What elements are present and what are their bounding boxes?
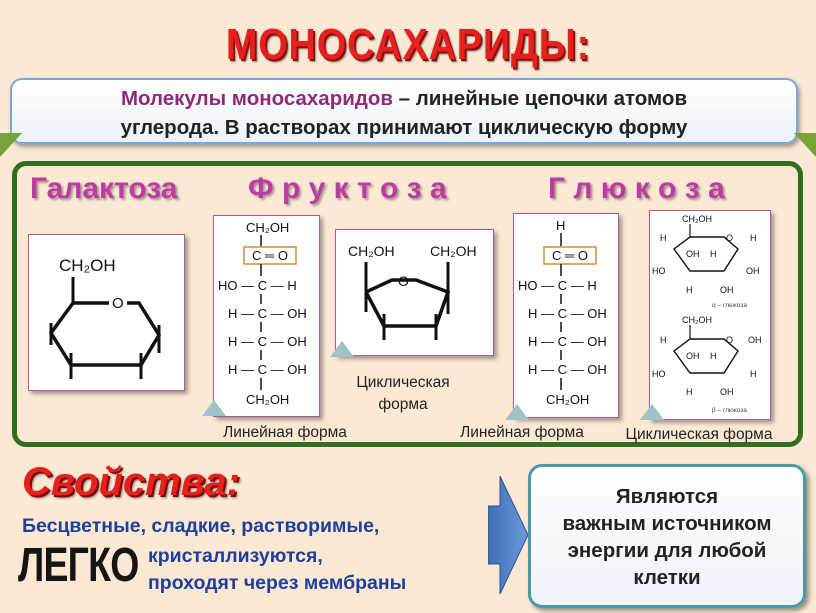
galactose-ring-diagram	[29, 235, 184, 390]
fructose-linear-marker	[202, 400, 226, 416]
alpha-caption: α – глюкоза	[712, 302, 747, 309]
alpha-oh3: OH	[720, 285, 734, 295]
properties-line2: кристаллизуются,	[148, 545, 323, 567]
left-corner-arrow	[0, 133, 22, 157]
beta-ho1: HO	[652, 369, 666, 379]
energy-box	[528, 464, 806, 608]
glucose-linear-caption: Линейная форма	[460, 424, 584, 441]
fructose-linear-caption: Линейная форма	[223, 424, 347, 441]
glucose-bottom-ch2oh: CH₂OH	[546, 392, 590, 407]
fructose-row3: HO — C — H	[218, 278, 297, 293]
alpha-oh1: OH	[686, 249, 700, 259]
glucose-row6: H — C — OH	[528, 362, 607, 377]
fructose-ring-ch2oh-left: CH₂OH	[348, 243, 395, 259]
fructose-ring-o: O	[398, 273, 409, 289]
galactose-cyclic-card	[28, 234, 185, 391]
glucose-heading: Г л ю к о з а	[548, 172, 725, 205]
fructose-top-ch2oh: CH₂OH	[246, 220, 290, 235]
fructose-carbonyl: C ═ O	[252, 248, 288, 263]
fructose-ring-ch2oh-right: CH₂OH	[430, 243, 477, 259]
fructose-row6: H — C — OH	[228, 362, 307, 377]
energy-line3: энергии для любой	[567, 539, 767, 562]
glucose-carbonyl: C ═ O	[552, 248, 588, 263]
galactose-heading: Галактоза	[30, 172, 178, 205]
beta-oh3: OH	[720, 387, 734, 397]
glucose-cyclic-marker	[640, 404, 664, 420]
beta-h2: H	[710, 351, 717, 361]
fructose-cyclic-card	[335, 229, 494, 356]
alpha-ch2oh: CH₂OH	[682, 214, 712, 224]
glucose-top-h: H	[556, 218, 566, 233]
beta-glucose-ring	[652, 315, 762, 414]
alpha-h1: H	[660, 233, 667, 243]
glucose-alpha-beta-diagram	[650, 211, 770, 419]
properties-heading: Свойства:	[22, 460, 240, 504]
definition-line2: углерода. В растворах принимают циклическую форму	[120, 116, 688, 139]
right-arrow-icon	[488, 476, 530, 594]
glucose-row5: H — C — OH	[528, 334, 607, 349]
glucose-linear-formula	[514, 214, 618, 417]
energy-line4: клетки	[633, 566, 701, 589]
definition-highlight: Молекулы моносахаридов	[120, 87, 393, 110]
beta-ch2oh: CH₂OH	[682, 315, 712, 325]
beta-h3: H	[750, 369, 757, 379]
glucose-cyclic-caption: Циклическая форма	[625, 426, 773, 443]
right-corner-arrow	[794, 133, 816, 157]
fructose-bottom-ch2oh: CH₂OH	[246, 392, 290, 407]
beta-h1: H	[660, 335, 667, 345]
beta-caption: β – глюкоза	[712, 407, 747, 414]
beta-ring-o: O	[726, 335, 734, 345]
fructose-ring-diagram	[336, 230, 493, 355]
beta-oh1: OH	[686, 351, 700, 361]
properties-line3: проходят через мембраны	[148, 572, 407, 594]
properties-line1: Бесцветные, сладкие, растворимые,	[22, 515, 380, 537]
alpha-ring-o: O	[726, 233, 734, 243]
energy-line2: важным источником	[562, 512, 772, 535]
glucose-row4: H — C — OH	[528, 306, 607, 321]
fructose-cyclic-caption	[340, 372, 466, 416]
fructose-linear-formula	[214, 216, 319, 416]
fructose-cyclic-caption-1: Циклическая	[356, 374, 450, 391]
fructose-row4: H — C — OH	[228, 306, 307, 321]
alpha-h2: H	[710, 249, 717, 259]
glucose-cyclic-card	[649, 210, 771, 420]
energy-line1: Являются	[615, 485, 719, 508]
galactose-ring-o: O	[112, 295, 124, 312]
alpha-h4: H	[686, 285, 693, 295]
beta-oh2: OH	[748, 335, 762, 345]
glucose-linear-marker	[505, 404, 529, 420]
definition-box	[10, 78, 798, 144]
fructose-cyclic-marker	[330, 341, 354, 357]
alpha-h3: H	[750, 233, 757, 243]
page-title: МОНОСАХАРИДЫ:	[225, 20, 591, 69]
beta-h4: H	[686, 387, 693, 397]
fructose-linear-card	[213, 215, 320, 417]
alpha-oh2: OH	[746, 266, 760, 276]
definition-rest: – линейные цепочки атомов	[392, 87, 688, 110]
alpha-glucose-ring	[652, 214, 760, 309]
fructose-row5: H — C — OH	[228, 334, 307, 349]
alpha-ho1: HO	[652, 266, 666, 276]
glucose-row3: HO — C — H	[518, 278, 597, 293]
fructose-heading: Ф р у к т о з а	[248, 172, 447, 205]
galactose-ch2oh: CH₂OH	[59, 256, 116, 275]
glucose-linear-card	[513, 213, 619, 418]
legko-label: ЛЕГКО	[18, 539, 139, 592]
fructose-cyclic-caption-2: форма	[378, 396, 428, 413]
